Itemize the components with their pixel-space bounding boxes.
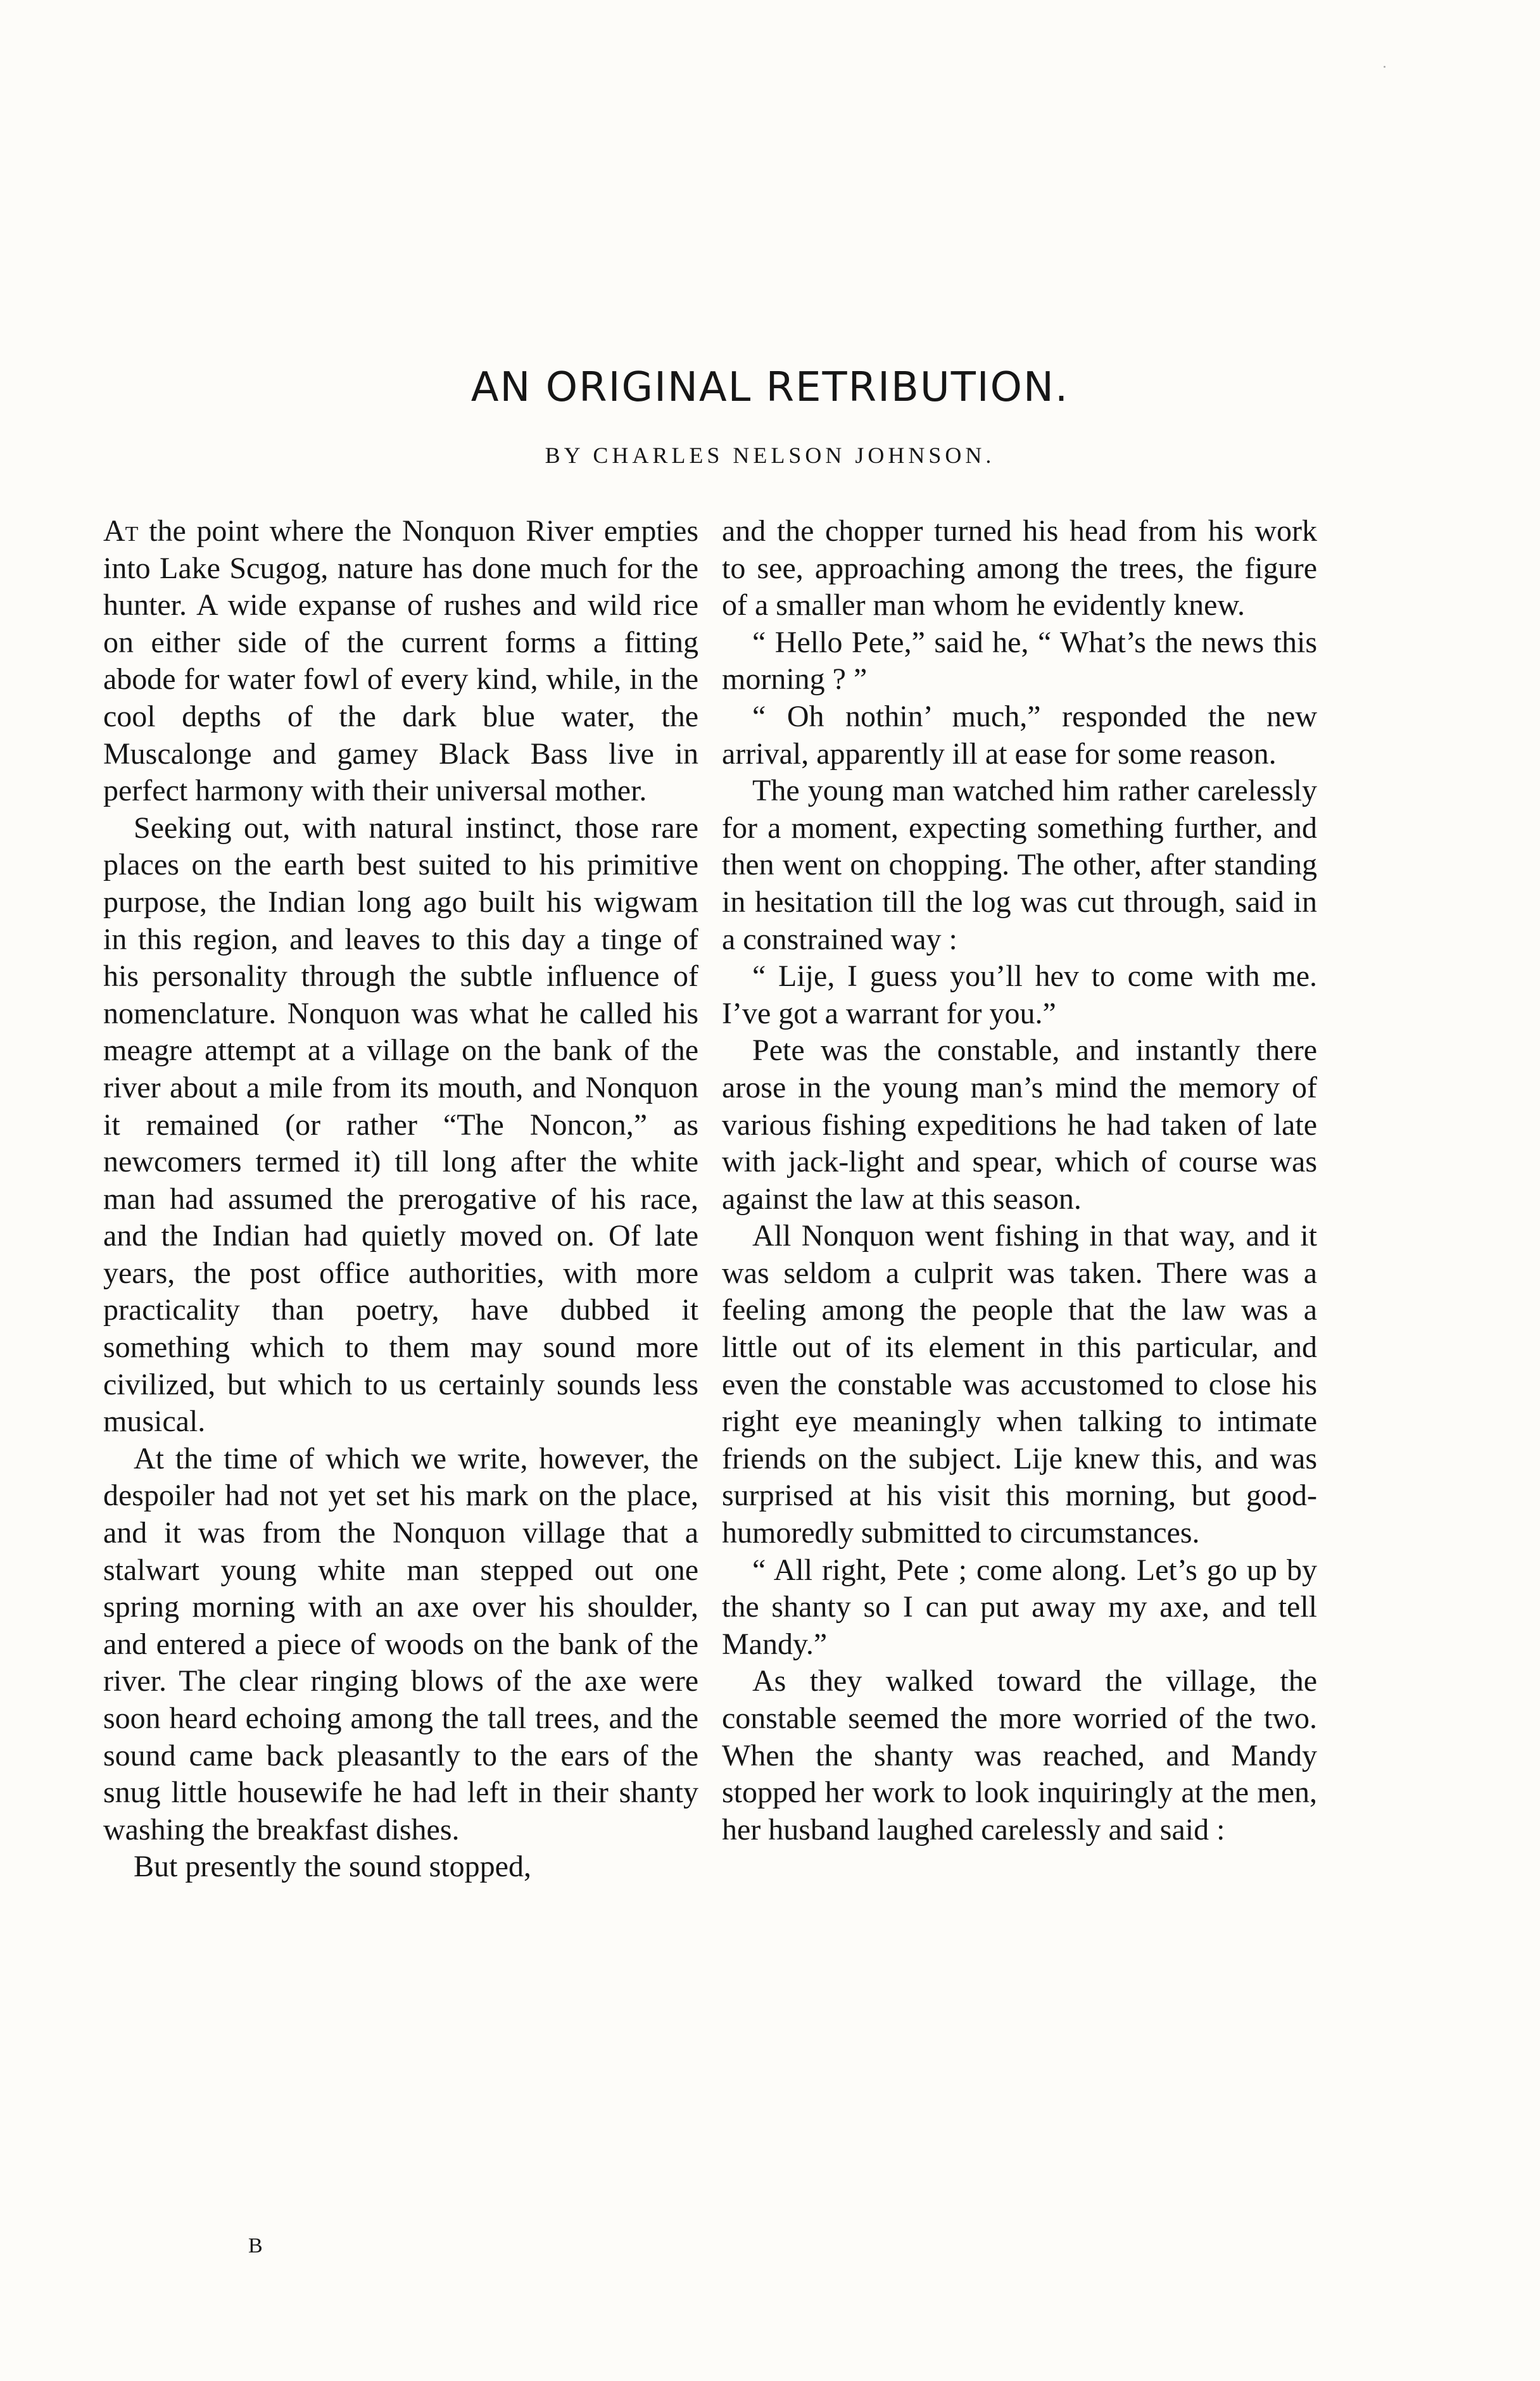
right-paragraph-7: All Nonquon went fishing in that way, and it was seldom a culprit was taken. There was a feeling among the people that the law was a little out of its element in this particular, and even the constable was accustomed to close his right eye meaningly when talking to intimate friends on the subject. Lije knew this, and was surprised at his visit this morning, but good-humoredly submitted to circumstances. — [722, 1219, 1317, 1550]
left-paragraph-2: Seeking out, with natural instinct, those rare places on the earth best suited to his primitive purpose, the Indian long ago built his wigwam in this region, and leaves to this day a tinge of his personality through the subtle influence of nomenclature. Nonquon was what he called his meagre attempt at a village on the bank of the river about a mile from its mouth, and Nonquon it remained (or rather “The Noncon,” as newcomers termed it) till long after the white man had assumed the prerogative of his race, and the Indian had quietly moved on. Of late years, the post office authorities, with more practicality than poetry, have dubbed it something which to them may sound more civilized, but which to us certainly sounds less musical. — [103, 811, 698, 1439]
right-column — [722, 513, 1317, 1848]
article-byline: BY CHARLES NELSON JOHNSON. — [545, 443, 995, 468]
right-paragraph-9: As they walked toward the village, the constable seemed the more worried of the two. When the shanty was reached, and Mandy stopped her work to look inquiringly at the men, her husband laughed carelessly and said : — [722, 1664, 1317, 1847]
right-paragraph-8: “ All right, Pete ; come along. Let’s go up by the shanty so I can put away my axe, and tell Mandy.” — [722, 1553, 1317, 1661]
right-paragraph-1: and the chopper turned his head from his work to see, approaching among the trees, the figure of a smaller man whom he evidently knew. — [722, 514, 1317, 622]
right-paragraph-6: Pete was the constable, and instantly there arose in the young man’s mind the memory of various fishing expeditions he had taken of late with jack-light and spear, which of course was against the law at this season. — [722, 1033, 1317, 1216]
left-paragraph-1 — [103, 513, 698, 810]
right-paragraph-4: The young man watched him rather carelessly for a moment, expecting something further, and then went on chopping. The other, after standing in hesitation till the log was cut through, said in a constrained way : — [722, 774, 1317, 956]
left-paragraph-4: But presently the sound stopped, — [134, 1850, 531, 1884]
right-paragraph-2: “ Hello Pete,” said he, “ What’s the news this morning ? ” — [722, 625, 1317, 697]
page-speck — [1384, 66, 1385, 68]
right-paragraph-3: “ Oh nothin’ much,” responded the new arrival, apparently ill at ease for some reason. — [722, 699, 1317, 771]
signature-mark: B — [248, 2234, 263, 2258]
article-title: AN ORIGINAL RETRIBUTION. — [470, 364, 1070, 411]
opening-word: At — [103, 514, 139, 548]
left-paragraph-3: At the time of which we write, however, the despoiler had not yet set his mark on the place, and it was from the Nonquon village that a stalwart young white man stepped out one spring morning with an axe over his shoulder, and entered a piece of woods on the bank of the river. The clear ringing blows of the axe were soon heard echoing among the tall trees, and the sound came back pleasantly to the ears of the snug little housewife he had left in their shanty washing the breakfast dishes. — [103, 1441, 698, 1847]
right-paragraph-5: “ Lije, I guess you’ll hev to come with me. I’ve got a warrant for you.” — [722, 959, 1317, 1030]
left-column — [103, 513, 698, 1886]
left-paragraph-1-text: the point where the Nonquon River empties into Lake Scugog, nature has done much for the hunter. A wide expanse of rushes and wild rice on either side of the current forms a fitting abode for water fowl of every kind, while, in the cool depths of the dark blue water, the Muscalonge and gamey Black Bass live in perfect harmony with their universal mother. — [103, 514, 698, 808]
